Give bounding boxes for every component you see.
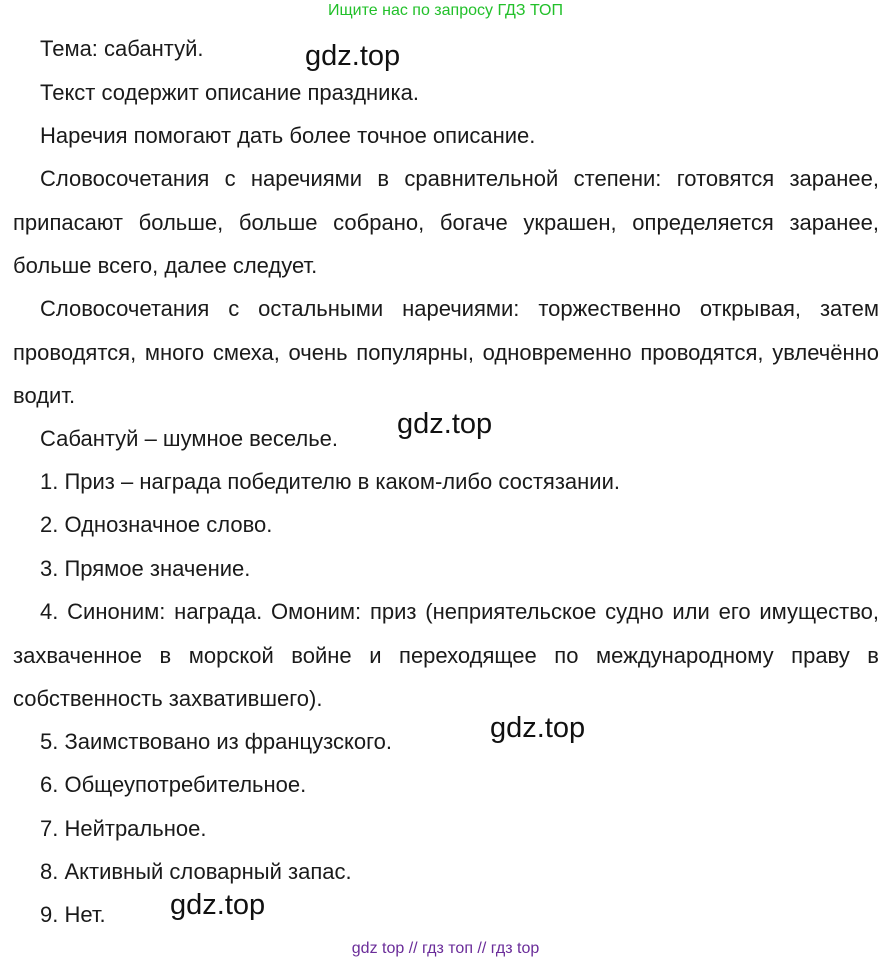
adverbs-role-line: Наречия помогают дать более точное описание. [40, 123, 536, 148]
answer-item-7: 7. Нейтральное. [40, 816, 207, 841]
watermark: gdz.top [397, 408, 493, 440]
search-hint: Ищите нас по запросу ГДЗ ТОП [328, 2, 563, 19]
watermark: gdz.top [170, 889, 266, 921]
answer-item-4: 4. Синоним: награда. Омоним: приз (неприятельское судно или его имущество, захваченное в морской войне и переходящее по международному праву в собственность захватившего). [13, 599, 879, 711]
footer-links: gdz top // гдз топ // гдз top [351, 940, 540, 957]
answer-item-2: 2. Однозначное слово. [40, 512, 273, 537]
watermark: gdz.top [490, 712, 586, 744]
answer-item-9: 9. Нет. [40, 902, 106, 927]
answer-item-3: 3. Прямое значение. [40, 556, 251, 581]
answer-item-8: 8. Активный словарный запас. [40, 859, 352, 884]
answer-item-1: 1. Приз – награда победителю в каком-либо состязании. [40, 469, 620, 494]
comparative-phrases-paragraph: Словосочетания с наречиями в сравнительной степени: готовятся заранее, припасают больше, больше собрано, богаче украшен, определяется заранее, больше всего, далее следует. [13, 166, 879, 278]
answer-item-5: 5. Заимствовано из французского. [40, 729, 392, 754]
other-phrases-paragraph: Словосочетания с остальными наречиями: торжественно открывая, затем проводятся, много смеха, очень популярны, одновременно проводятся, увлечённо водит. [13, 296, 879, 408]
topic-line: Тема: сабантуй. [40, 36, 204, 61]
text-type-line: Текст содержит описание праздника. [40, 80, 419, 105]
answer-item-6: 6. Общеупотребительное. [40, 772, 307, 797]
watermark: gdz.top [305, 40, 401, 72]
sabantuy-line: Сабантуй – шумное веселье. [40, 426, 339, 451]
